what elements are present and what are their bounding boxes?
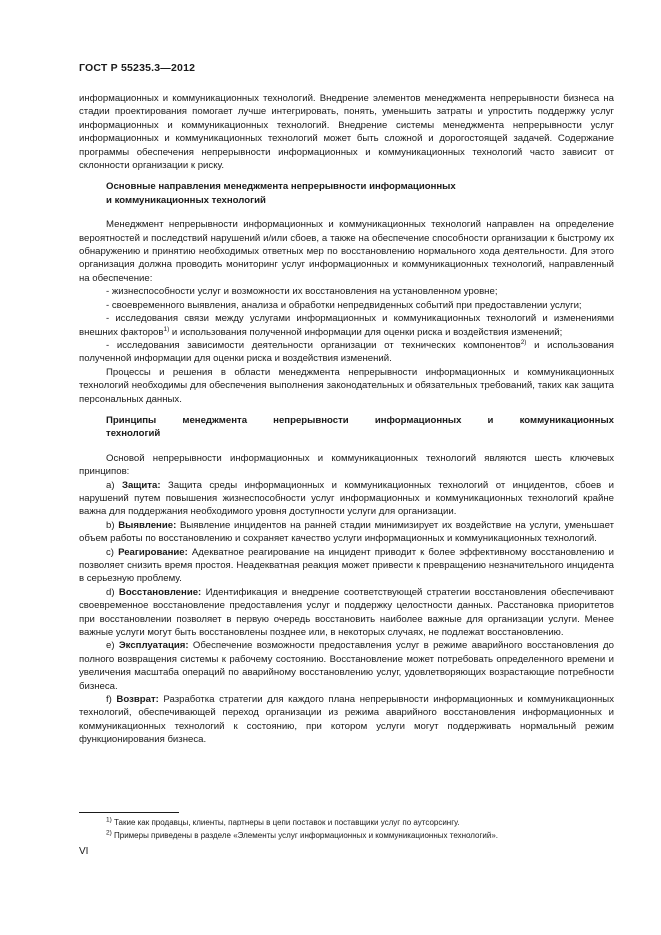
principle-text: Идентификация и внедрение соответствующей стратегии восстановления обеспечивают своевременное восстановление предоставления услуг и поддержку целостности данных. Расстановка приоритетов при восстановлении позволяет в первую очередь восстановить наиболее важные для организации услуги. Менее важные услуги могут быть восстановлены позднее или, в некоторых случаях, не подлежат восстановлению. [79, 586, 615, 639]
footnote-ref[interactable]: 2) [520, 338, 527, 346]
paragraph: Менеджмент непрерывности информационных и коммуникационных технологий направлен на определение вероятностей и последствий нарушений и/или сбоев, а также на обеспечение способности организации к быстрому их обнаружению и принятию необходимых ответных мер по восстановлению нормального хода деятельности. Для этого организация должна проводить мониторинг услуг информационных и коммуникационных технологий, направленный на обеспечение: [79, 219, 614, 284]
paragraph: Процессы и решения в области менеджмента непрерывности информационных и коммуникационных технологий необходимы для обеспечения выполнения законодательных и обязательных требований, таких как защита персональных данных. [79, 366, 614, 405]
principle-letter: c) [106, 546, 119, 558]
heading-line: технологий [106, 428, 161, 440]
principle-item [79, 519, 614, 546]
principle-text: Разработка стратегии для каждого плана непрерывности информационных и коммуникационных технологий, обеспечивающей переход организации из режима аварийного восстановления информационных и коммуникационных технологий к состоянию, при котором услуги могут поддерживать нормальный режим функционирования бизнеса. [79, 694, 614, 746]
list-item-text: - исследования зависимости деятельности организации от технических компонентов [106, 339, 521, 351]
heading-line: и коммуникационных технологий [106, 194, 266, 206]
list-item-text: и использования полученной информации для оценки риска и воздействия изменений; [169, 326, 563, 338]
list-item-text: - исследования связи между услугами информационных и коммуникационных технологий и изменениями внешних факторов [79, 313, 614, 338]
intro-paragraph: информационных и коммуникационных технологий. Внедрение элементов менеджмента непрерывности бизнеса на стадии проектирования помогает лучше интегрировать, понять, уменьшить затраты и упростить поддержку услуг информационных и коммуникационных технологий. Внедрение системы менеджмента непрерывности услуг информационных и коммуникационных технологий может быть сложной и дорогостоящей задачей. Содержание программы обеспечения непрерывности информационных и коммуникационных технологий часто зависит от склонности организации к риску. [79, 93, 614, 172]
heading-line: Основные направления менеджмента непрерывности информационных [106, 181, 456, 193]
footnote-text: Примеры приведены в разделе «Элементы услуг информационных и коммуникационных технологий». [111, 831, 499, 840]
principle-item [79, 693, 614, 747]
principle-letter: f) [106, 694, 117, 706]
principle-item [79, 479, 614, 519]
page-number: VI [79, 846, 89, 857]
principle-name: Эксплуатация: [118, 640, 189, 652]
paragraph: Основой непрерывности информационных и коммуникационных технологий являются шесть ключевых принципов: [79, 452, 614, 478]
principle-name: Защита: [121, 479, 161, 491]
list-item-text: и использования полученной информации для оценки риска и воздействия изменений. [79, 339, 614, 365]
principle-item [79, 586, 614, 640]
principle-item [79, 639, 614, 693]
section-heading-principles [79, 414, 614, 441]
footnotes [79, 816, 614, 842]
list-item [79, 339, 614, 366]
footnote-text: Такие как продавцы, клиенты, партнеры в цепи поставок и поставщики услуг по аутсорсингу. [111, 818, 460, 827]
footnote-divider [79, 812, 179, 813]
heading-line: Принципы менеджмента непрерывности информационных и коммуникационных [106, 414, 614, 426]
list-item: - жизнеспособности услуг и возможности их восстановления на установленном уровне; [106, 286, 498, 298]
principle-text: Выявление инцидентов на ранней стадии минимизирует их воздействие на услуги, уменьшает объем работы по восстановлению и сохраняет качество услуги информационных и коммуникационных технологий. [79, 519, 614, 545]
footnote [79, 829, 614, 842]
principle-name: Возврат: [116, 694, 159, 706]
footnote-mark: 2) [106, 829, 112, 837]
principle-name: Выявление: [118, 519, 177, 531]
principle-letter: d) [106, 586, 119, 598]
principle-name: Реагирование: [118, 546, 188, 558]
standard-header: ГОСТ Р 55235.3—2012 [79, 62, 196, 74]
footnote-ref[interactable]: 1) [163, 325, 170, 333]
principle-item [79, 546, 614, 586]
footnote [79, 816, 614, 829]
principle-letter: а) [106, 479, 122, 491]
principle-letter: b) [106, 519, 119, 531]
principle-name: Восстановление: [118, 586, 202, 598]
page-body [79, 92, 614, 747]
footnote-mark: 1) [106, 816, 112, 824]
list-item: - своевременного выявления, анализа и обработки непредвиденных событий при предоставлении услуги; [106, 299, 582, 311]
principle-text: Защита среды информационных и коммуникационных технологий от инцидентов, сбоев и нарушений путем повышения жизнеспособности услуг информационных и коммуникационных технологий крайне важна для поддержания необходимого уровня доступности услуги для организации. [79, 479, 614, 518]
principle-letter: e) [106, 640, 119, 652]
section-heading-main-directions [79, 180, 614, 207]
principle-text: Обеспечение возможности предоставления услуг в режиме аварийного восстановления до полного возвращения системы к рабочему состоянию. Восстановление может потребовать определенного времени и увеличения масштаба операций по аварийному восстановлению услуг, удовлетворяющих возрастающие потребности бизнеса. [79, 640, 614, 692]
list-item [79, 312, 614, 339]
principle-text: Адекватное реагирование на инцидент приводит к более эффективному восстановлению и позволяет снизить время простоя. Неадекватная реакция может привести к превращению незначительного инцидента в серьезную проблему. [79, 546, 614, 585]
